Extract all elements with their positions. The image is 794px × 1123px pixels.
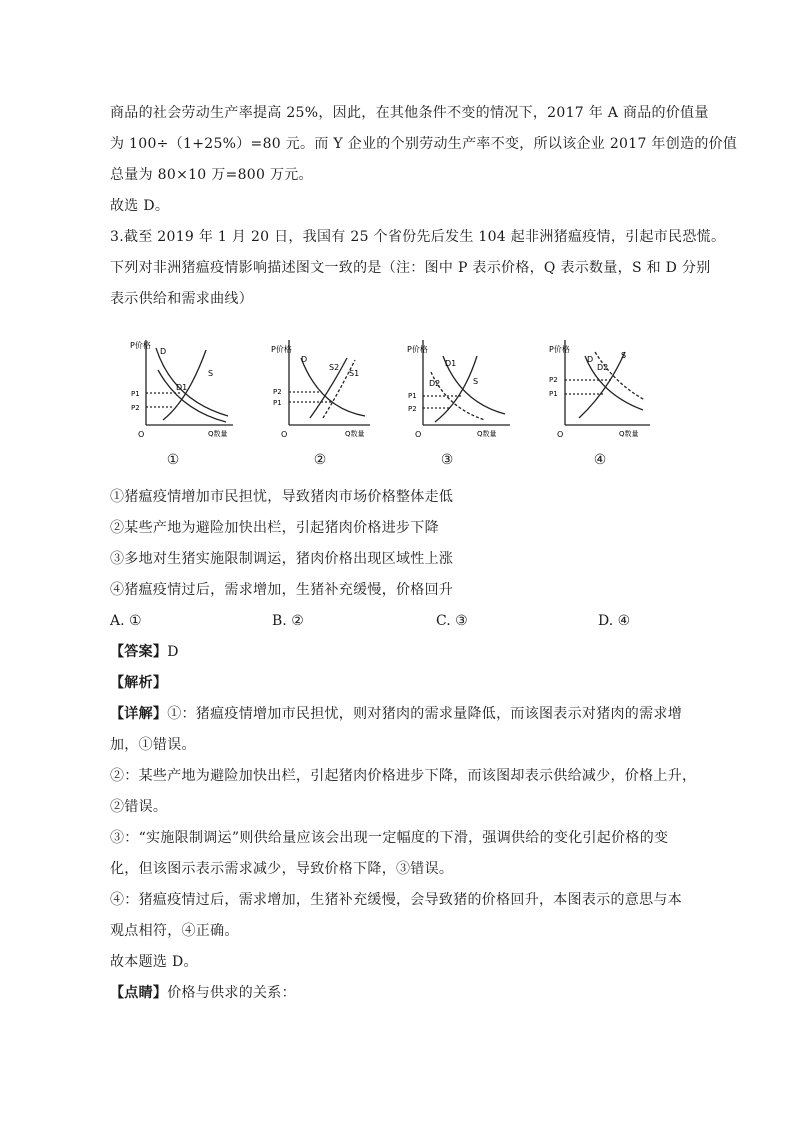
option-c: C. ③	[436, 613, 468, 629]
graph-4-q-label: Q数量	[619, 430, 639, 438]
option-b: B. ②	[272, 613, 304, 629]
graph-2-price-label-p2: P2	[273, 388, 282, 396]
graph-3-q-label: Q数量	[477, 430, 497, 438]
intro-line-2: 为 100÷（1+25%）=80 元。而 Y 企业的个别劳动生产率不变，所以该企业 2017 年创造的价值	[110, 136, 738, 152]
detail-p4-line-2: 观点相符，④正确。	[110, 923, 239, 939]
intro-line-1: 商品的社会劳动生产率提高 25%，因此，在其他条件不变的情况下，2017 年 A 商品的价值量	[110, 105, 709, 121]
graph-1-price-label-p1: P1	[131, 390, 140, 398]
detail-p1-line-1: ①：猪瘟疫情增加市民担忧，则对猪肉的需求量降低，而该图表示对猪肉的需求增	[167, 706, 683, 722]
graph-1-p-label: P价格	[130, 341, 151, 350]
detail-p3-line-1: ③：“实施限制调运”则供给量应该会出现一定幅度的下滑，强调供给的变化引起价格的变	[110, 830, 669, 846]
figure-label-2: ②	[313, 452, 327, 468]
detail-p4-line-1: ④：猪瘟疫情过后，需求增加，生猪补充缓慢，会导致猪的价格回升，本图表示的意思与本	[110, 892, 682, 908]
graph-1-curve-label-d: D	[160, 347, 167, 356]
detail-p2-line-1: ②：某些产地为避险加快出栏，引起猪肉价格进步下降，而该图却表示供给减少，价格上升，	[110, 768, 697, 784]
option-d: D. ④	[598, 613, 631, 629]
graph-3-origin: O	[415, 430, 422, 439]
intro-line-3: 总量为 80×10 万=800 万元。	[110, 167, 313, 183]
graph-2-p-label: P价格	[271, 345, 292, 354]
detail-tag: 【详解】	[110, 706, 168, 722]
figure-label-1: ①	[166, 452, 180, 468]
graph-4-origin: O	[557, 430, 564, 439]
figure-label-4: ④	[593, 452, 607, 468]
graph-2-origin: O	[281, 430, 288, 439]
option-a: A. ①	[110, 613, 142, 629]
question-stem-line-3: 表示供给和需求曲线）	[110, 291, 253, 307]
graph-figure-2	[265, 330, 375, 445]
statement-3: ③多地对生猪实施限制调运，猪肉价格出现区域性上涨	[110, 551, 454, 567]
graph-1-q-label: Q数量	[208, 430, 228, 438]
graph-2-curve-label-s1: S1	[349, 369, 360, 378]
answer-line	[110, 642, 179, 662]
graph-4-curve-d2	[595, 352, 645, 400]
graph-4-price-label-p2: P2	[549, 376, 558, 384]
graph-figure-3	[405, 330, 515, 445]
graph-4-curve-label-d2: D2	[597, 363, 609, 372]
question-stem-line-1: 3.截至 2019 年 1 月 20 日，我国有 25 个省份先后发生 104 起非洲猪瘟疫情，引起市民恐慌。	[110, 229, 726, 245]
figure-label-3: ③	[440, 452, 454, 468]
graph-3-price-label-p2: P2	[408, 405, 417, 413]
answer-value: D	[167, 644, 179, 660]
graph-3-p-label: P价格	[407, 345, 428, 354]
graph-3-curve-label-d2: D2	[429, 379, 441, 388]
graph-3-price-label-p1: P1	[408, 392, 417, 400]
point-text: 价格与供求的关系：	[167, 985, 296, 1001]
graph-3-curve-label-s: S	[473, 377, 479, 386]
graph-1-curve-label-d1: D1	[176, 383, 188, 392]
detail-p1-line-2: 加，①错误。	[110, 737, 196, 753]
statement-1: ①猪瘟疫情增加市民担忧，导致猪肉市场价格整体走低	[110, 489, 454, 505]
graph-3-curve-label-d1: D1	[445, 359, 457, 368]
intro-answer: 故选 D。	[110, 198, 170, 214]
graph-4-price-label-p1: P1	[549, 390, 558, 398]
question-stem-line-2: 下列对非洲猪瘟疫情影响描述图文一致的是（注：图中 P 表示价格，Q 表示数量，S 和 D 分别	[110, 260, 711, 276]
graph-2-curve-label-s2: S2	[329, 363, 340, 372]
graph-2-curve-label-d: D	[301, 355, 308, 364]
answer-tag: 【答案】	[110, 644, 168, 660]
point-tag: 【点睛】	[110, 985, 168, 1001]
graph-1-origin: O	[138, 430, 145, 439]
analysis-tag: 【解析】	[110, 675, 168, 691]
graph-1-curve-d1	[158, 370, 226, 422]
detail-p3-line-2: 化，但该图示表示需求减少，导致价格下降，③错误。	[110, 861, 454, 877]
graph-2-q-label: Q数量	[345, 430, 365, 438]
graph-4-curve-label-d: D	[587, 355, 594, 364]
analysis-conclusion: 故本题选 D。	[110, 954, 198, 970]
detail-p2-line-2: ②错误。	[110, 799, 168, 815]
graph-1-price-label-p2: P2	[131, 404, 140, 412]
graph-1-curve-label-s: S	[208, 369, 214, 378]
graph-4-p-label: P价格	[549, 345, 570, 354]
graph-figure-4	[545, 330, 655, 445]
point-line	[110, 983, 296, 1003]
detail-line-1	[110, 704, 682, 724]
graph-figure-1	[128, 330, 238, 445]
statement-4: ④猪瘟疫情过后，需求增加，生猪补充缓慢，价格回升	[110, 582, 454, 598]
statement-2: ②某些产地为避险加快出栏，引起猪肉价格进步下降	[110, 520, 439, 536]
graph-4-curve-label-s: S	[621, 351, 627, 360]
graph-2-price-label-p1: P1	[273, 399, 282, 407]
